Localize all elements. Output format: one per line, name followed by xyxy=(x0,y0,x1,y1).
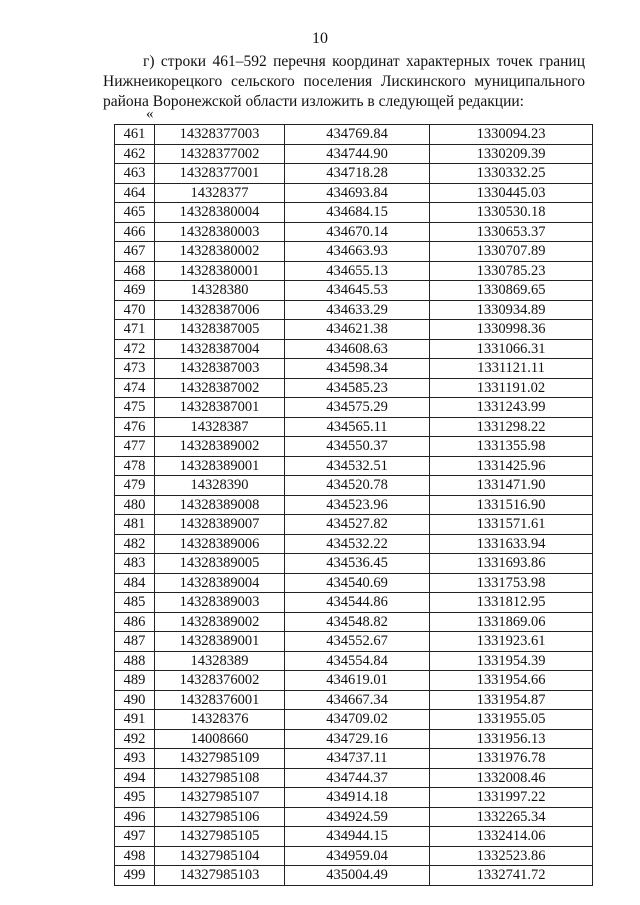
point-number-cell: 463 xyxy=(115,164,155,184)
y-coordinate-cell: 1330209.39 xyxy=(430,144,593,164)
point-number-cell: 472 xyxy=(115,339,155,359)
point-number-cell: 471 xyxy=(115,320,155,340)
point-id-cell: 14328380004 xyxy=(155,203,285,223)
table-row xyxy=(115,144,593,164)
point-id-cell: 14328389005 xyxy=(155,554,285,574)
x-coordinate-cell: 434914.18 xyxy=(285,788,430,808)
table-row xyxy=(115,300,593,320)
table-row xyxy=(115,788,593,808)
x-coordinate-cell: 434709.02 xyxy=(285,710,430,730)
point-id-cell: 14328389006 xyxy=(155,534,285,554)
table-row xyxy=(115,359,593,379)
point-number-cell: 466 xyxy=(115,222,155,242)
y-coordinate-cell: 1331516.90 xyxy=(430,495,593,515)
point-id-cell: 14327985109 xyxy=(155,749,285,769)
point-id-cell: 14327985107 xyxy=(155,788,285,808)
point-id-cell: 14328376001 xyxy=(155,690,285,710)
x-coordinate-cell: 434585.23 xyxy=(285,378,430,398)
table-row xyxy=(115,846,593,866)
x-coordinate-cell: 434532.51 xyxy=(285,456,430,476)
point-number-cell: 486 xyxy=(115,612,155,632)
coordinates-table-body xyxy=(115,125,593,886)
table-row xyxy=(115,164,593,184)
point-number-cell: 467 xyxy=(115,242,155,262)
y-coordinate-cell: 1331571.61 xyxy=(430,515,593,535)
coordinates-table xyxy=(114,124,593,886)
point-number-cell: 497 xyxy=(115,827,155,847)
point-id-cell: 14328389007 xyxy=(155,515,285,535)
y-coordinate-cell: 1331954.87 xyxy=(430,690,593,710)
table-row xyxy=(115,573,593,593)
point-id-cell: 14327985106 xyxy=(155,807,285,827)
table-row xyxy=(115,554,593,574)
x-coordinate-cell: 434645.53 xyxy=(285,281,430,301)
table-row xyxy=(115,398,593,418)
table-row xyxy=(115,203,593,223)
y-coordinate-cell: 1331425.96 xyxy=(430,456,593,476)
point-number-cell: 480 xyxy=(115,495,155,515)
table-row xyxy=(115,729,593,749)
point-id-cell: 14327985108 xyxy=(155,768,285,788)
y-coordinate-cell: 1331954.39 xyxy=(430,651,593,671)
y-coordinate-cell: 1331954.66 xyxy=(430,671,593,691)
point-number-cell: 470 xyxy=(115,300,155,320)
x-coordinate-cell: 434565.11 xyxy=(285,417,430,437)
point-number-cell: 475 xyxy=(115,398,155,418)
x-coordinate-cell: 434540.69 xyxy=(285,573,430,593)
point-number-cell: 485 xyxy=(115,593,155,613)
x-coordinate-cell: 434744.90 xyxy=(285,144,430,164)
table-row xyxy=(115,183,593,203)
y-coordinate-cell: 1331693.86 xyxy=(430,554,593,574)
table-row xyxy=(115,261,593,281)
table-row xyxy=(115,612,593,632)
y-coordinate-cell: 1330998.36 xyxy=(430,320,593,340)
point-number-cell: 478 xyxy=(115,456,155,476)
point-id-cell: 14328389002 xyxy=(155,612,285,632)
table-row xyxy=(115,710,593,730)
x-coordinate-cell: 434544.86 xyxy=(285,593,430,613)
intro-text: г) строки 461–592 перечня координат характерных точек границ Нижнеикорецкого сельского поселения Лискинского муниципального района Воронежской области изложить в следующей редакции: xyxy=(103,53,585,110)
point-id-cell: 14328387006 xyxy=(155,300,285,320)
point-id-cell: 14328377003 xyxy=(155,125,285,145)
x-coordinate-cell: 434598.34 xyxy=(285,359,430,379)
point-number-cell: 495 xyxy=(115,788,155,808)
y-coordinate-cell: 1331471.90 xyxy=(430,476,593,496)
page-number: 10 xyxy=(312,30,328,47)
y-coordinate-cell: 1331633.94 xyxy=(430,534,593,554)
point-number-cell: 484 xyxy=(115,573,155,593)
point-number-cell: 482 xyxy=(115,534,155,554)
point-number-cell: 461 xyxy=(115,125,155,145)
x-coordinate-cell: 434552.67 xyxy=(285,632,430,652)
table-row xyxy=(115,125,593,145)
x-coordinate-cell: 434663.93 xyxy=(285,242,430,262)
point-id-cell: 14328390 xyxy=(155,476,285,496)
table-row xyxy=(115,690,593,710)
x-coordinate-cell: 434554.84 xyxy=(285,651,430,671)
point-id-cell: 14328380 xyxy=(155,281,285,301)
point-id-cell: 14328377002 xyxy=(155,144,285,164)
point-id-cell: 14328387003 xyxy=(155,359,285,379)
point-id-cell: 14328380003 xyxy=(155,222,285,242)
point-id-cell: 14328389 xyxy=(155,651,285,671)
x-coordinate-cell: 434737.11 xyxy=(285,749,430,769)
point-id-cell: 14328389008 xyxy=(155,495,285,515)
table-row xyxy=(115,456,593,476)
point-id-cell: 14327985105 xyxy=(155,827,285,847)
x-coordinate-cell: 434575.29 xyxy=(285,398,430,418)
table-row xyxy=(115,378,593,398)
point-id-cell: 14328387005 xyxy=(155,320,285,340)
table-row xyxy=(115,534,593,554)
point-id-cell: 14327985104 xyxy=(155,846,285,866)
y-coordinate-cell: 1330934.89 xyxy=(430,300,593,320)
y-coordinate-cell: 1331955.05 xyxy=(430,710,593,730)
point-number-cell: 487 xyxy=(115,632,155,652)
x-coordinate-cell: 434550.37 xyxy=(285,437,430,457)
x-coordinate-cell: 434536.45 xyxy=(285,554,430,574)
point-number-cell: 499 xyxy=(115,866,155,886)
point-number-cell: 483 xyxy=(115,554,155,574)
point-number-cell: 477 xyxy=(115,437,155,457)
x-coordinate-cell: 434944.15 xyxy=(285,827,430,847)
point-id-cell: 14328377 xyxy=(155,183,285,203)
point-number-cell: 493 xyxy=(115,749,155,769)
table-row xyxy=(115,476,593,496)
point-id-cell: 14328387002 xyxy=(155,378,285,398)
point-number-cell: 468 xyxy=(115,261,155,281)
point-id-cell: 14328389003 xyxy=(155,593,285,613)
x-coordinate-cell: 434667.34 xyxy=(285,690,430,710)
y-coordinate-cell: 1331066.31 xyxy=(430,339,593,359)
point-id-cell: 14328376 xyxy=(155,710,285,730)
y-coordinate-cell: 1331298.22 xyxy=(430,417,593,437)
intro-paragraph xyxy=(103,52,585,112)
x-coordinate-cell: 434621.38 xyxy=(285,320,430,340)
y-coordinate-cell: 1331923.61 xyxy=(430,632,593,652)
point-number-cell: 476 xyxy=(115,417,155,437)
y-coordinate-cell: 1330445.03 xyxy=(430,183,593,203)
point-number-cell: 494 xyxy=(115,768,155,788)
table-row xyxy=(115,866,593,886)
y-coordinate-cell: 1332414.06 xyxy=(430,827,593,847)
table-row xyxy=(115,807,593,827)
y-coordinate-cell: 1331956.13 xyxy=(430,729,593,749)
table-row xyxy=(115,651,593,671)
point-number-cell: 496 xyxy=(115,807,155,827)
y-coordinate-cell: 1330869.65 xyxy=(430,281,593,301)
y-coordinate-cell: 1331121.11 xyxy=(430,359,593,379)
y-coordinate-cell: 1330530.18 xyxy=(430,203,593,223)
table-row xyxy=(115,320,593,340)
x-coordinate-cell: 434633.29 xyxy=(285,300,430,320)
x-coordinate-cell: 434693.84 xyxy=(285,183,430,203)
table-row xyxy=(115,437,593,457)
point-id-cell: 14328387 xyxy=(155,417,285,437)
point-number-cell: 489 xyxy=(115,671,155,691)
x-coordinate-cell: 434684.15 xyxy=(285,203,430,223)
point-id-cell: 14328380001 xyxy=(155,261,285,281)
x-coordinate-cell: 434619.01 xyxy=(285,671,430,691)
y-coordinate-cell: 1331997.22 xyxy=(430,788,593,808)
table-row xyxy=(115,417,593,437)
y-coordinate-cell: 1331191.02 xyxy=(430,378,593,398)
opening-quote-mark: « xyxy=(146,106,154,122)
y-coordinate-cell: 1332265.34 xyxy=(430,807,593,827)
table-row xyxy=(115,339,593,359)
y-coordinate-cell: 1330707.89 xyxy=(430,242,593,262)
x-coordinate-cell: 434959.04 xyxy=(285,846,430,866)
y-coordinate-cell: 1331812.95 xyxy=(430,593,593,613)
point-number-cell: 465 xyxy=(115,203,155,223)
y-coordinate-cell: 1330094.23 xyxy=(430,125,593,145)
point-id-cell: 14328387001 xyxy=(155,398,285,418)
x-coordinate-cell: 434532.22 xyxy=(285,534,430,554)
point-number-cell: 469 xyxy=(115,281,155,301)
y-coordinate-cell: 1330332.25 xyxy=(430,164,593,184)
table-row xyxy=(115,632,593,652)
point-number-cell: 490 xyxy=(115,690,155,710)
table-row xyxy=(115,593,593,613)
x-coordinate-cell: 434744.37 xyxy=(285,768,430,788)
point-id-cell: 14328389002 xyxy=(155,437,285,457)
x-coordinate-cell: 435004.49 xyxy=(285,866,430,886)
point-id-cell: 14327985103 xyxy=(155,866,285,886)
point-id-cell: 14328389001 xyxy=(155,632,285,652)
y-coordinate-cell: 1331243.99 xyxy=(430,398,593,418)
point-number-cell: 488 xyxy=(115,651,155,671)
y-coordinate-cell: 1330785.23 xyxy=(430,261,593,281)
x-coordinate-cell: 434527.82 xyxy=(285,515,430,535)
table-row xyxy=(115,749,593,769)
y-coordinate-cell: 1332523.86 xyxy=(430,846,593,866)
x-coordinate-cell: 434548.82 xyxy=(285,612,430,632)
x-coordinate-cell: 434769.84 xyxy=(285,125,430,145)
point-id-cell: 14328377001 xyxy=(155,164,285,184)
point-number-cell: 492 xyxy=(115,729,155,749)
x-coordinate-cell: 434924.59 xyxy=(285,807,430,827)
x-coordinate-cell: 434608.63 xyxy=(285,339,430,359)
point-id-cell: 14328389001 xyxy=(155,456,285,476)
x-coordinate-cell: 434718.28 xyxy=(285,164,430,184)
y-coordinate-cell: 1331869.06 xyxy=(430,612,593,632)
point-number-cell: 474 xyxy=(115,378,155,398)
x-coordinate-cell: 434670.14 xyxy=(285,222,430,242)
x-coordinate-cell: 434523.96 xyxy=(285,495,430,515)
y-coordinate-cell: 1331753.98 xyxy=(430,573,593,593)
point-number-cell: 498 xyxy=(115,846,155,866)
point-number-cell: 491 xyxy=(115,710,155,730)
y-coordinate-cell: 1331355.98 xyxy=(430,437,593,457)
point-number-cell: 481 xyxy=(115,515,155,535)
table-row xyxy=(115,768,593,788)
point-number-cell: 473 xyxy=(115,359,155,379)
y-coordinate-cell: 1331976.78 xyxy=(430,749,593,769)
y-coordinate-cell: 1332741.72 xyxy=(430,866,593,886)
x-coordinate-cell: 434729.16 xyxy=(285,729,430,749)
table-row xyxy=(115,827,593,847)
table-row xyxy=(115,495,593,515)
point-number-cell: 464 xyxy=(115,183,155,203)
x-coordinate-cell: 434520.78 xyxy=(285,476,430,496)
point-id-cell: 14328380002 xyxy=(155,242,285,262)
y-coordinate-cell: 1330653.37 xyxy=(430,222,593,242)
table-row xyxy=(115,222,593,242)
point-id-cell: 14008660 xyxy=(155,729,285,749)
x-coordinate-cell: 434655.13 xyxy=(285,261,430,281)
point-id-cell: 14328387004 xyxy=(155,339,285,359)
table-row xyxy=(115,242,593,262)
point-number-cell: 479 xyxy=(115,476,155,496)
table-row xyxy=(115,515,593,535)
point-id-cell: 14328389004 xyxy=(155,573,285,593)
point-number-cell: 462 xyxy=(115,144,155,164)
y-coordinate-cell: 1332008.46 xyxy=(430,768,593,788)
table-row xyxy=(115,671,593,691)
point-id-cell: 14328376002 xyxy=(155,671,285,691)
table-row xyxy=(115,281,593,301)
